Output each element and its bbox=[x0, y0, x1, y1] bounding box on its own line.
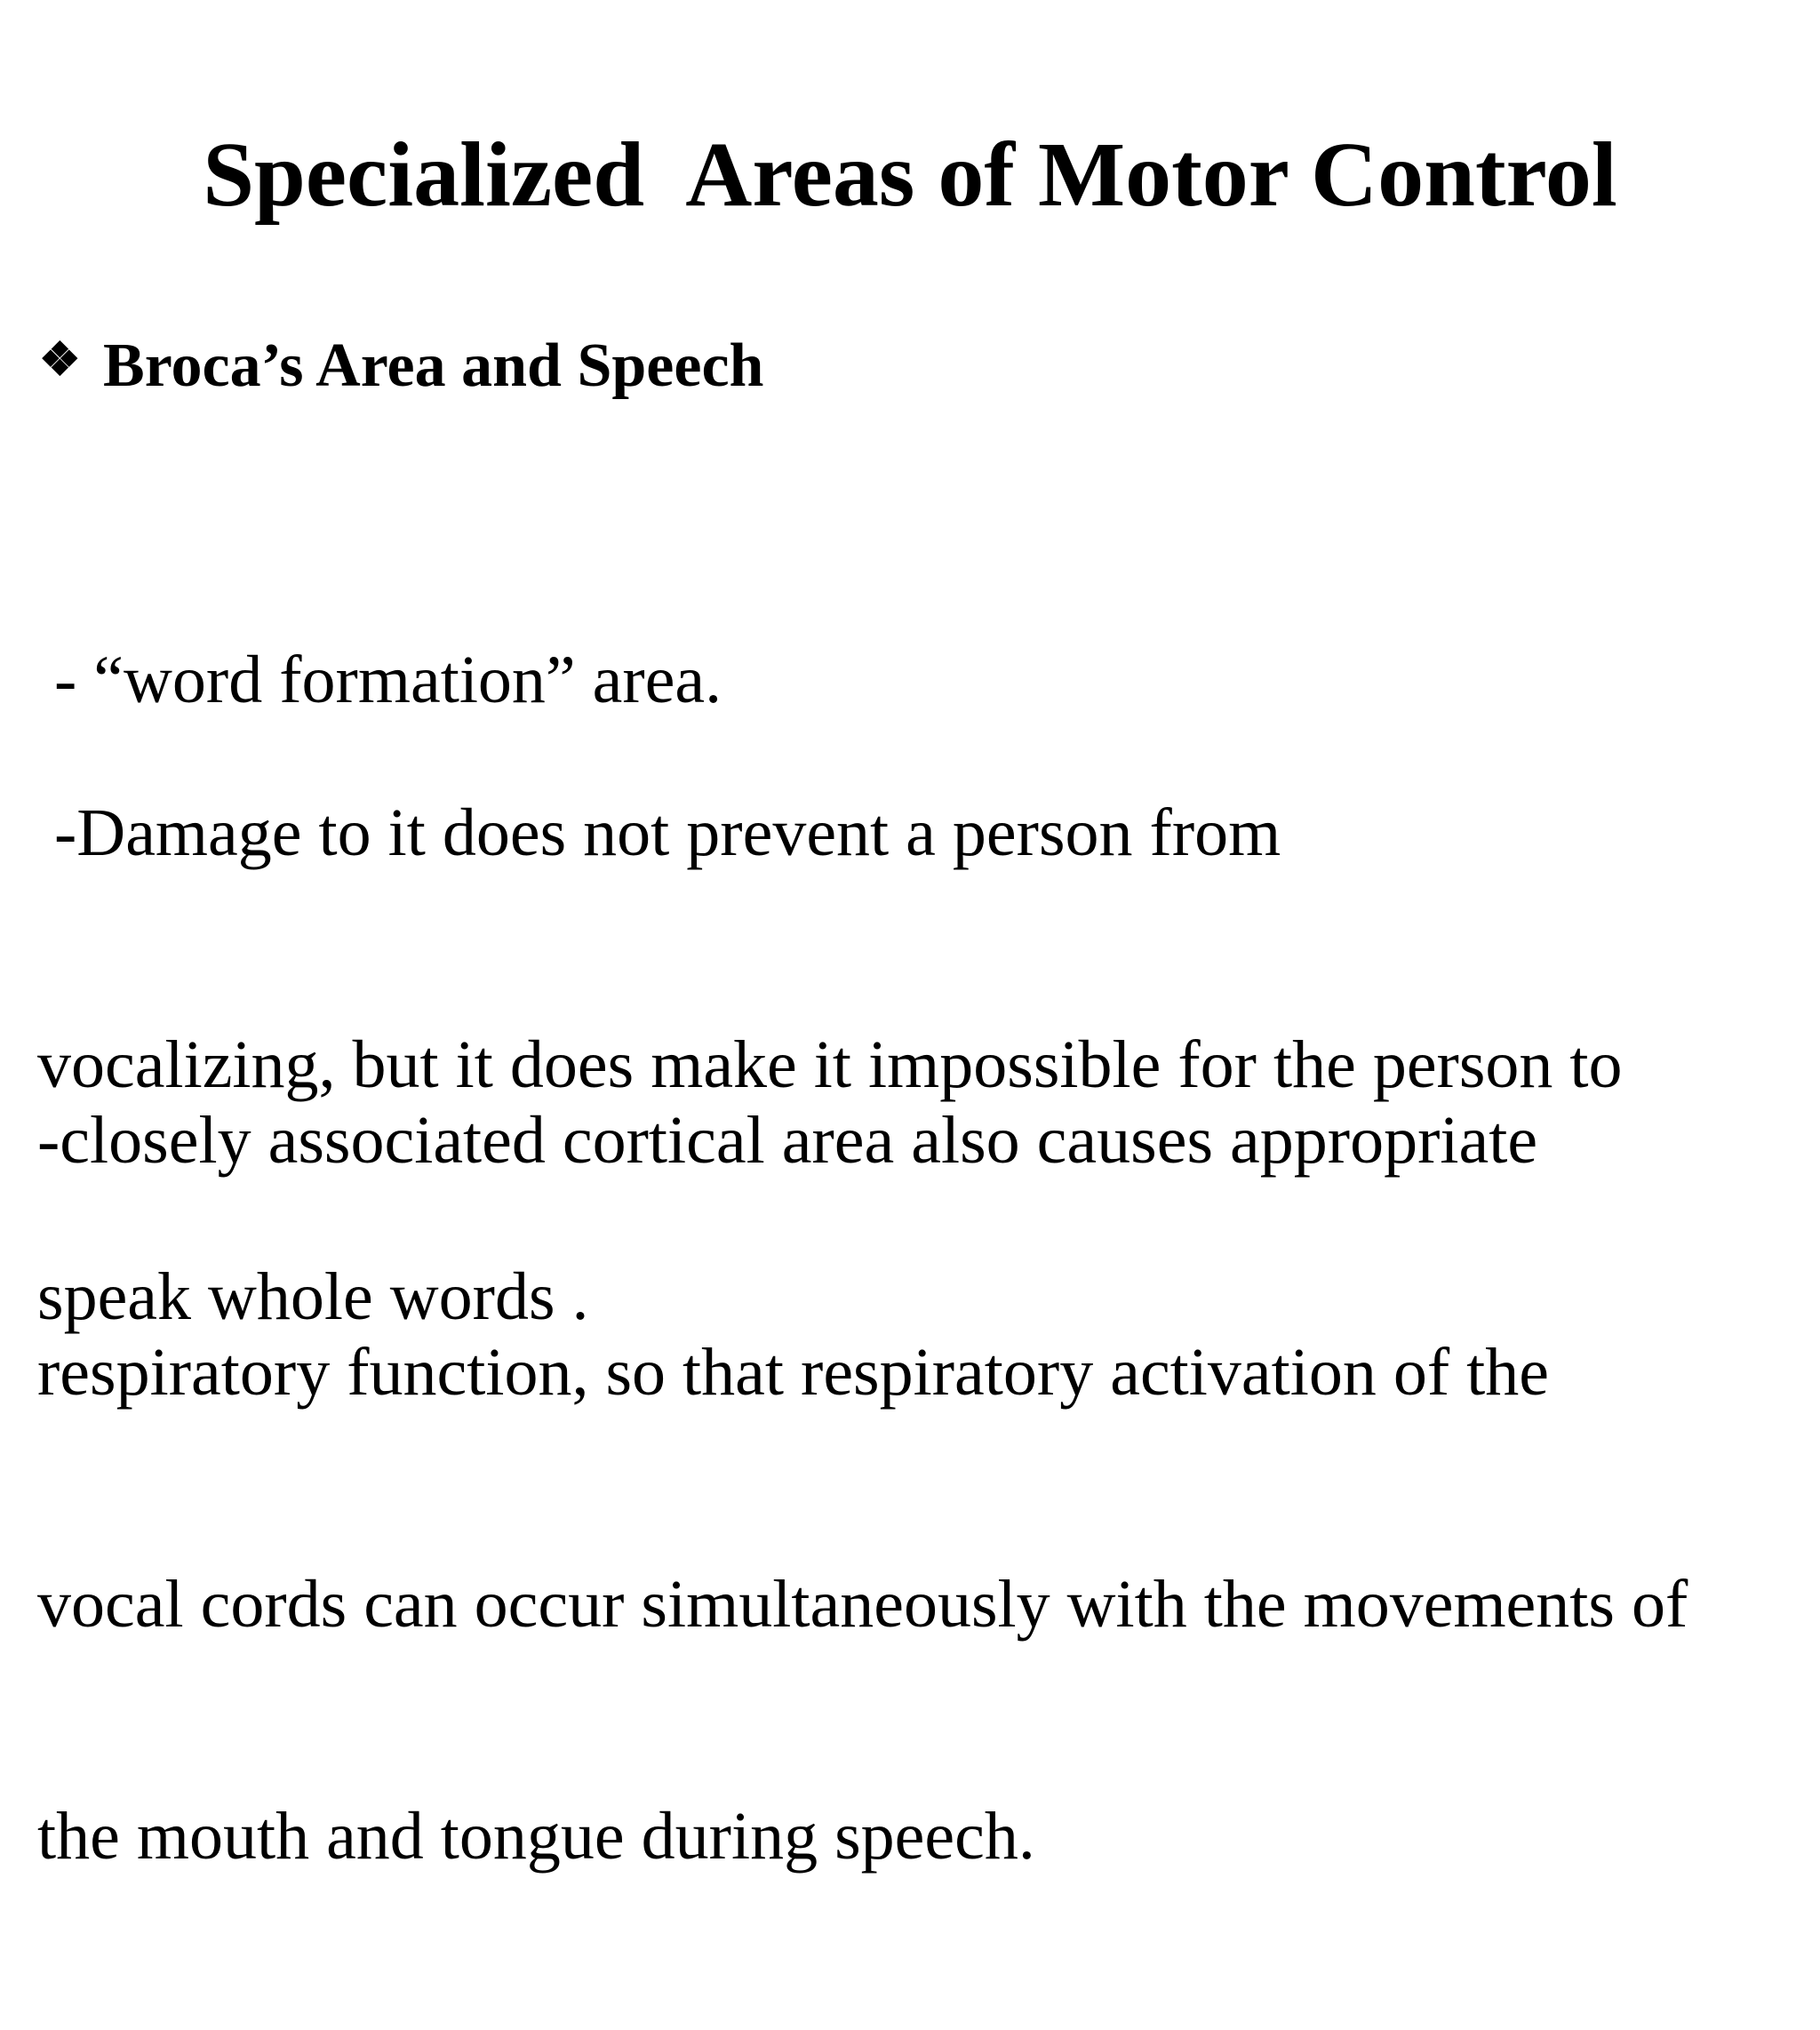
paragraph-line: respiratory function, so that respiratory activation of the bbox=[37, 1335, 1550, 1410]
paragraph-line: the mouth and tongue during speech. bbox=[37, 1799, 1035, 1874]
paragraph-line: speak whole words . bbox=[37, 1259, 589, 1334]
diamond-bullet-icon: ❖ bbox=[39, 335, 81, 386]
paragraph-respiratory bbox=[37, 947, 1688, 2030]
slide-title: Specialized Areas of Motor Control bbox=[203, 124, 1617, 226]
paragraph-line: -Damage to it does not prevent a person from bbox=[37, 795, 1281, 870]
bullet-heading-row bbox=[39, 329, 763, 404]
paragraph-line: vocalizing, but it does make it impossible for the person to bbox=[37, 1027, 1623, 1102]
paragraph-line: vocal cords can occur simultaneously with the movements of bbox=[37, 1567, 1688, 1642]
bullet-heading: Broca’s Area and Speech bbox=[103, 332, 764, 400]
paragraph-line: - “word formation” area. bbox=[37, 643, 722, 717]
paragraph-line: -closely associated cortical area also causes appropriate bbox=[37, 1103, 1538, 1178]
